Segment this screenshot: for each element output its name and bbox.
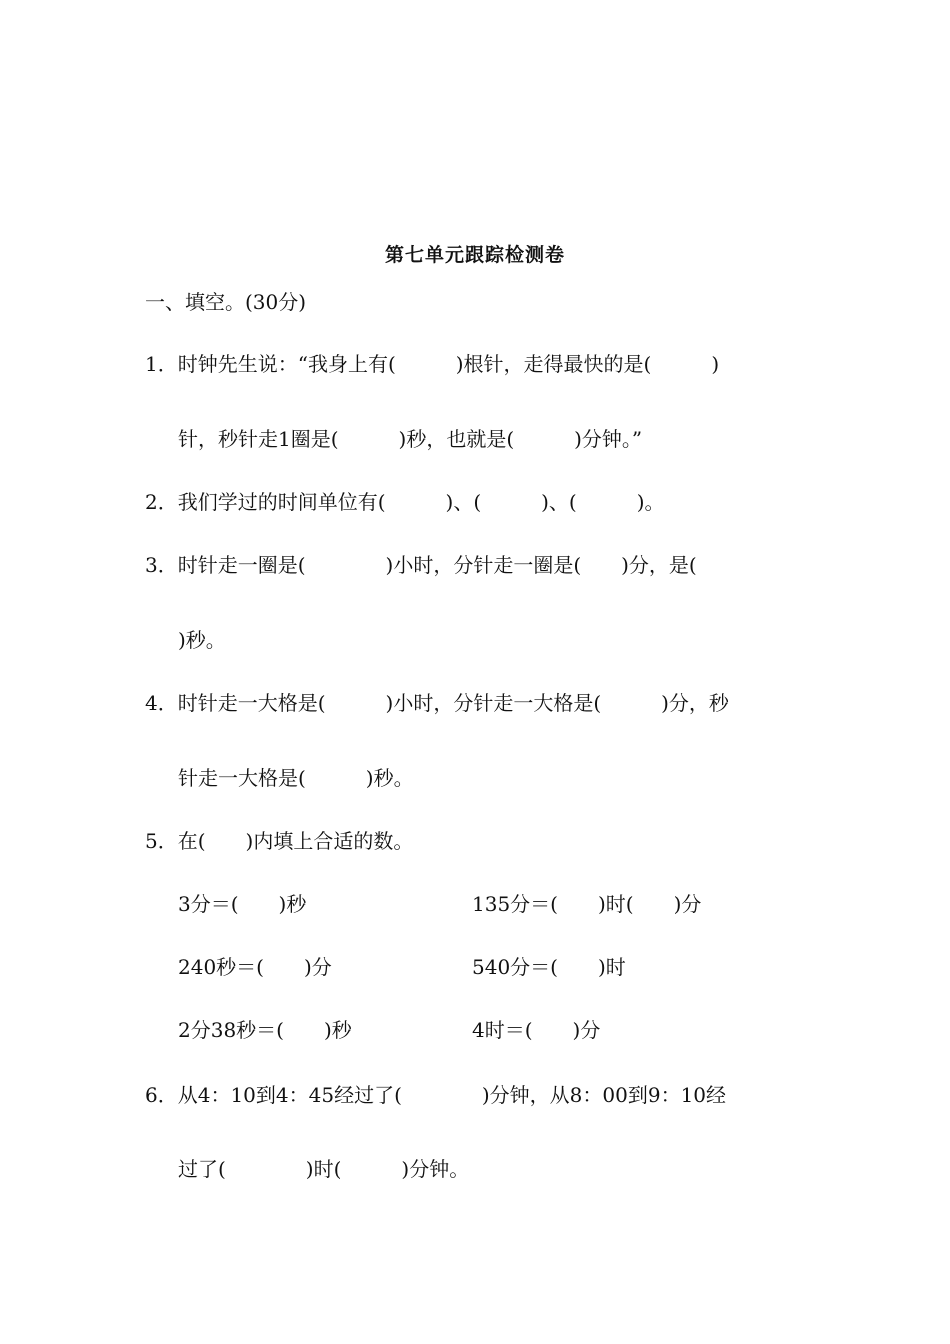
conversion-item: 2分38秒＝( )秒 (178, 1018, 352, 1042)
section-heading: 一、填空。(30分) (145, 290, 307, 314)
question-4-line-1: 4．时针走一大格是( )小时，分针走一大格是( )分，秒 (145, 691, 729, 715)
question-1-line-1: 1．时钟先生说：“我身上有( )根针，走得最快的是( ) (145, 352, 720, 376)
conversion-item: 3分＝( )秒 (178, 892, 307, 916)
conversion-item: 540分＝( )时 (472, 955, 626, 979)
conversion-item: 240秒＝( )分 (178, 955, 332, 979)
conversion-item: 4时＝( )分 (472, 1018, 601, 1042)
question-3-line-2: )秒。 (178, 628, 226, 652)
conversion-item: 135分＝( )时( )分 (472, 892, 702, 916)
question-2-line-1: 2．我们学过的时间单位有( )、( )、( )。 (145, 490, 665, 514)
question-6-line-2: 过了( )时( )分钟。 (178, 1157, 470, 1181)
question-4-line-2: 针走一大格是( )秒。 (178, 766, 414, 790)
question-5-line-1: 5．在( )内填上合适的数。 (145, 829, 414, 853)
question-1-line-2: 针，秒针走1圈是( )秒，也就是( )分钟。” (178, 427, 643, 451)
page-title: 第七单元跟踪检测卷 (384, 244, 565, 266)
question-6-line-1: 6．从4：10到4：45经过了( )分钟，从8：00到9：10经 (145, 1083, 727, 1107)
question-3-line-1: 3．时针走一圈是( )小时，分针走一圈是( )分，是( (145, 553, 697, 577)
